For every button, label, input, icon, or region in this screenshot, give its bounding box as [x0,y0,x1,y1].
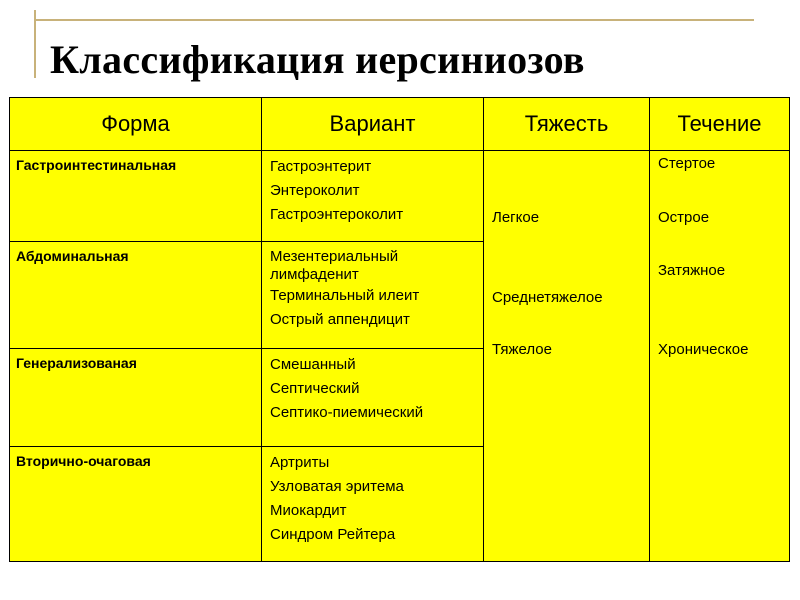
variant-item: Миокардит [270,502,347,519]
course-item: Хроническое [658,341,749,358]
form-cell: Абдоминальная [10,242,262,349]
header-form: Форма [10,98,262,151]
variant-item: Энтероколит [270,182,360,199]
variant-item: Септико-пиемический [270,404,424,421]
variant-cell [262,447,484,562]
header-row [10,98,790,151]
variant-item: Артриты [270,454,330,471]
severity-cell [484,151,650,562]
variant-cell [262,349,484,447]
variant-item: Мезентериальный лимфаденит [270,248,399,283]
course-item: Стертое [658,155,716,172]
header-variant: Вариант [262,98,484,151]
severity-item: Легкое [492,209,540,226]
header-course: Течение [650,98,790,151]
course-cell [650,151,790,562]
variant-cell [262,151,484,242]
course-item: Затяжное [658,262,726,279]
form-cell: Гастроинтестинальная [10,151,262,242]
form-cell: Вторично-очаговая [10,447,262,562]
variant-item: Терминальный илеит [270,287,420,304]
classification-table [9,97,790,562]
form-cell: Генерализованая [10,349,262,447]
table-row [10,151,790,242]
severity-item: Тяжелое [492,341,552,358]
variant-item: Септический [270,380,360,397]
severity-item: Среднетяжелое [492,289,603,306]
header-severity: Тяжесть [484,98,650,151]
variant-item: Острый аппендицит [270,311,410,328]
slide-title: Классификация иерсиниозов [50,37,585,82]
variant-item: Узловатая эритема [270,478,404,495]
variant-item: Синдром Рейтера [270,526,396,543]
variant-item: Смешанный [270,356,356,373]
variant-cell [262,242,484,349]
course-item: Острое [658,209,710,226]
variant-item: Гастроэнтероколит [270,206,404,223]
variant-item: Гастроэнтерит [270,158,372,175]
decorative-horizontal-line [34,19,754,21]
